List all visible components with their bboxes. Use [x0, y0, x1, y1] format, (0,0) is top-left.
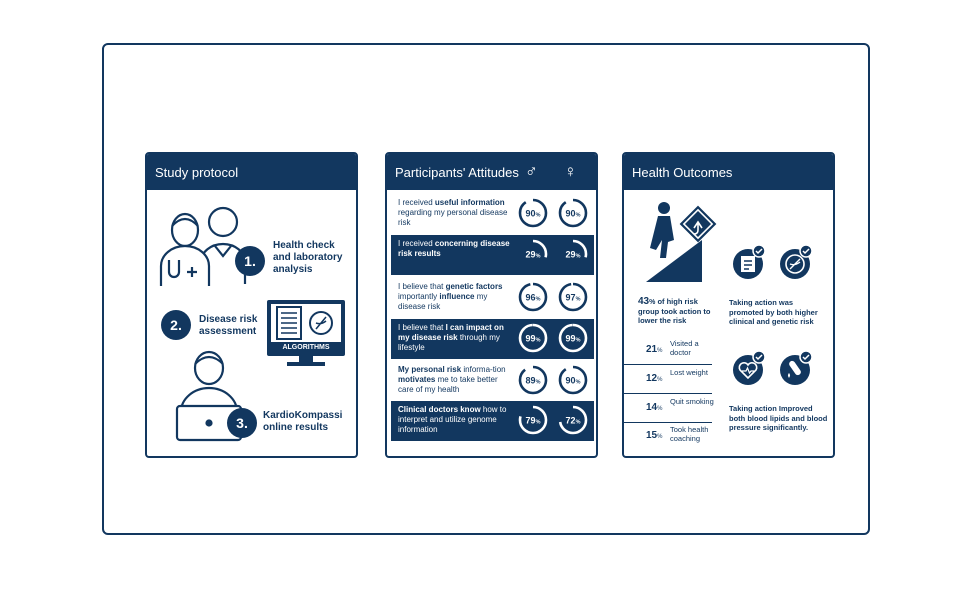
study-protocol-card — [145, 152, 358, 458]
female-percent-label: 99% — [565, 333, 581, 344]
attitude-statement: I believe that genetic factors importantly influence my disease risk — [398, 282, 503, 311]
male-percent-label: 29% — [525, 249, 541, 260]
note-2 — [729, 404, 829, 433]
outcome-percent: 12% — [646, 373, 663, 384]
outcome-percent: 15% — [646, 430, 663, 441]
attitude-row — [391, 278, 594, 318]
male-percent-ring — [517, 404, 549, 436]
female-percent-ring — [557, 197, 589, 229]
doctors-icon — [157, 204, 247, 288]
male-percent-ring — [517, 281, 549, 313]
attitude-row — [391, 194, 594, 234]
female-percent-label: 90% — [565, 375, 581, 386]
outcome-label: Took health coaching — [670, 425, 709, 443]
female-percent-label: 29% — [565, 249, 581, 260]
blood-test-check-icon — [777, 350, 813, 386]
attitude-row — [391, 401, 594, 441]
step-1-badge: 1. — [235, 246, 265, 276]
female-percent-label: 97% — [565, 292, 581, 303]
female-percent-ring — [557, 322, 589, 354]
attitude-statement: I received useful information regarding my personal disease risk — [398, 198, 508, 227]
clinical-check-icon — [730, 244, 766, 280]
male-symbol: ♂ — [525, 162, 538, 181]
step-2-badge: 2. — [161, 310, 191, 340]
heart-check-icon — [730, 350, 766, 386]
climbing-person-icon — [642, 200, 722, 284]
study-protocol-title: Study protocol — [147, 154, 356, 190]
headline-text: of high risk group took action to lower the risk — [638, 297, 711, 325]
outcome-row — [624, 365, 712, 394]
step-3-label: KardioKompassi online results — [263, 410, 343, 433]
attitude-statement: I received concerning disease risk results — [398, 239, 510, 258]
attitude-statement: Clinical doctors know how to interpret and utilize genome information — [398, 405, 507, 434]
outcome-label: Visited a doctor — [670, 339, 699, 357]
attitudes-card — [385, 152, 598, 458]
headline-stat — [638, 297, 720, 325]
step-3-badge: 3. — [227, 408, 257, 438]
note-2-bold: Taking action — [729, 404, 777, 413]
outcome-percent: 14% — [646, 402, 663, 413]
attitude-row — [391, 319, 594, 359]
attitude-row — [391, 235, 594, 275]
note-2-normal: Improved both blood lipids and blood pressure significantly. — [729, 404, 828, 432]
step-2-label: Disease risk assessment — [199, 314, 258, 337]
male-percent-ring — [517, 238, 549, 270]
outcome-row — [624, 336, 712, 365]
male-percent-label: 96% — [525, 292, 541, 303]
attitude-statement: My personal risk informa-tion motivates me to take better care of my health — [398, 365, 506, 394]
headline-pct: 43 — [638, 296, 650, 307]
female-symbol: ♀ — [564, 162, 577, 181]
attitude-row — [391, 361, 594, 401]
outcome-row — [624, 394, 712, 423]
male-percent-ring — [517, 364, 549, 396]
female-percent-ring — [557, 364, 589, 396]
outcome-row — [624, 422, 712, 450]
female-percent-label: 90% — [565, 208, 581, 219]
health-outcomes-title: Health Outcomes — [624, 154, 833, 190]
genetic-check-icon — [777, 244, 813, 280]
outcome-percent: 21% — [646, 344, 663, 355]
health-outcomes-card — [622, 152, 835, 458]
female-percent-ring — [557, 281, 589, 313]
attitude-statement: I believe that I can impact on my disease risk through my lifestyle — [398, 323, 504, 352]
male-percent-ring — [517, 197, 549, 229]
male-percent-label: 79% — [525, 415, 541, 426]
male-percent-ring — [517, 322, 549, 354]
headline-unit: % — [649, 299, 656, 306]
female-percent-label: 72% — [565, 415, 581, 426]
monitor-icon — [265, 298, 347, 368]
step-1-label: Health check and laboratory analysis — [273, 240, 343, 275]
female-percent-ring — [557, 238, 589, 270]
note-1: Taking action was promoted by both higher clinical and genetic risk — [729, 298, 818, 326]
female-percent-ring — [557, 404, 589, 436]
attitudes-title: Participants' Attitudes — [387, 154, 596, 190]
outcome-label: Quit smoking — [670, 397, 714, 406]
male-percent-label: 90% — [525, 208, 541, 219]
outcome-label: Lost weight — [670, 368, 708, 377]
monitor-caption: ALGORITHMS — [282, 344, 330, 351]
male-percent-label: 89% — [525, 375, 541, 386]
male-percent-label: 99% — [525, 333, 541, 344]
